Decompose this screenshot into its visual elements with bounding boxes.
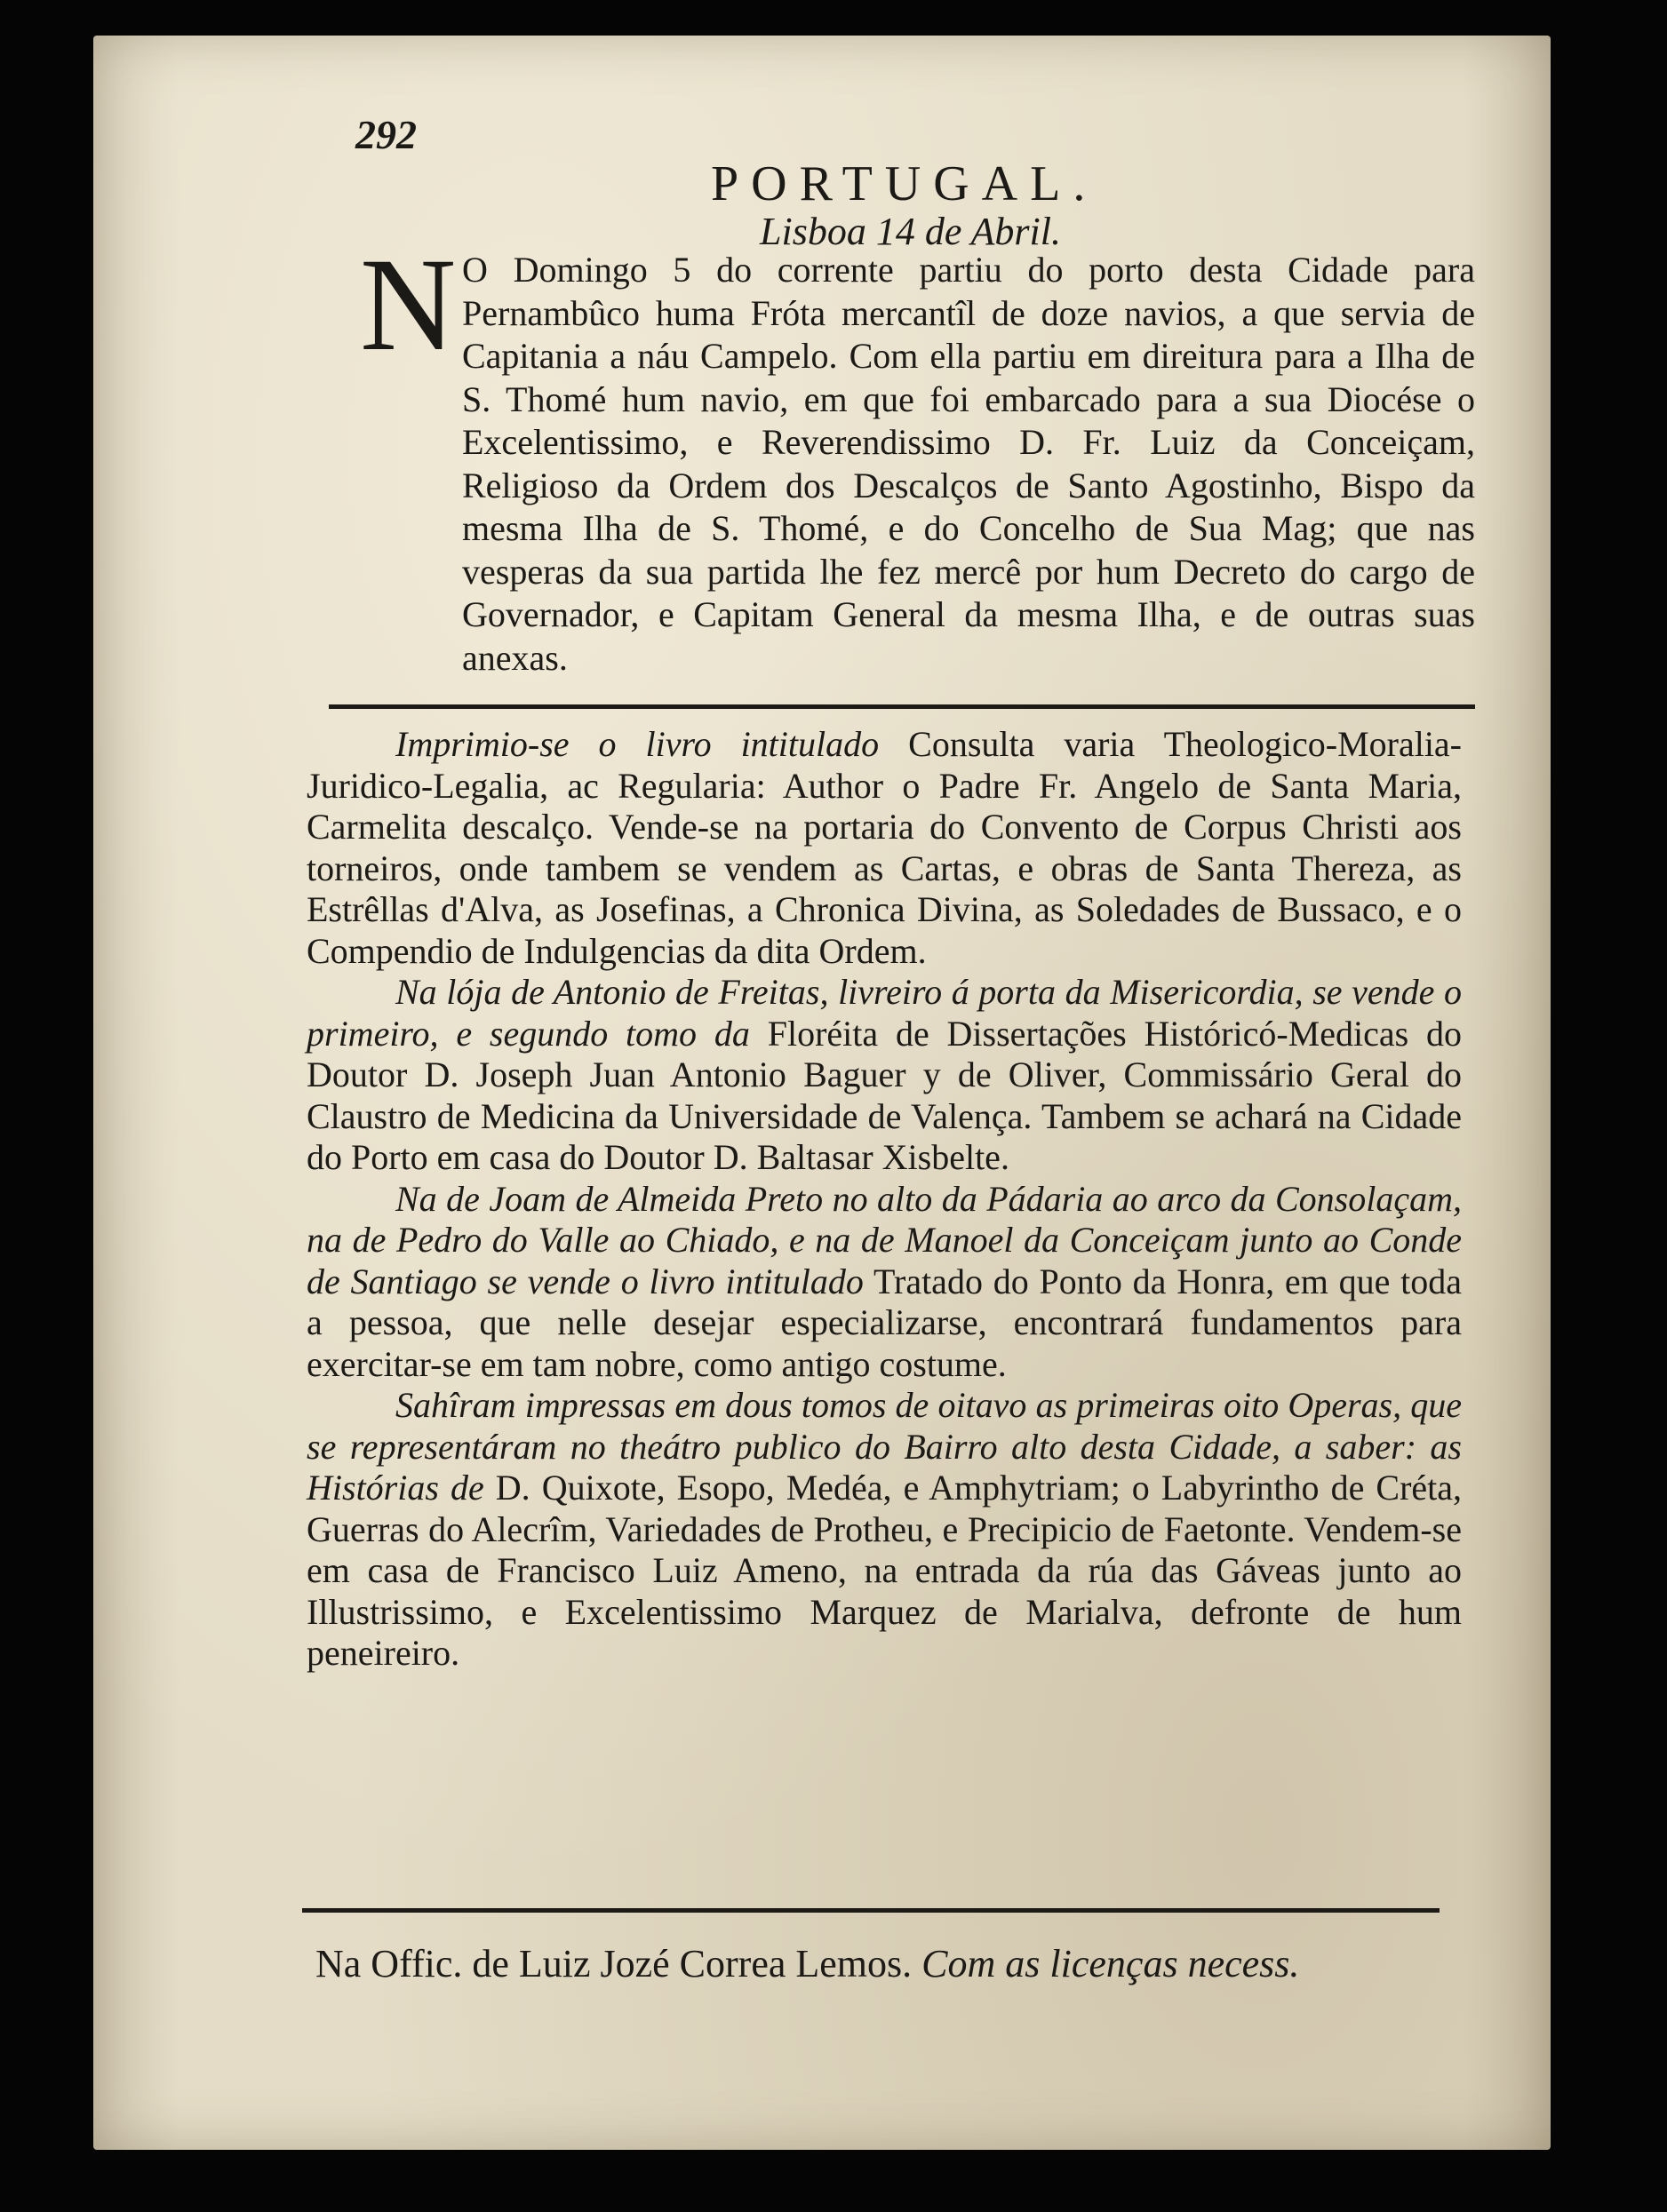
dateline: Lisboa 14 de Abril. — [760, 210, 1062, 253]
section-divider — [329, 704, 1475, 709]
notice-body: Tratado do Ponto da Honra, em que toda a pessoa, que nelle desejar especializarse, encontrará fundamentos para exercitar-se em tam nobre, como antigo costume. — [307, 1261, 1462, 1384]
licence-note: Com as licenças necess. — [921, 1942, 1300, 1985]
drop-cap: N — [360, 231, 457, 378]
notice-lead: Sahîram impressas em dous tomos de oitavo as primeiras oito Operas, que se representáram no theátro publico do Bairro alto desta Cidade, a saber: as Histórias de — [307, 1385, 1462, 1508]
notice-item — [307, 972, 1462, 1179]
notice-lead: Na de Joam de Almeida Preto no alto da Pádaria ao arco da Consolaçam, na de Pedro do Valle ao Chiado, e na de Manoel da Conceiçam junto ao Conde de Santiago se vende o livro intitulado — [307, 1178, 1462, 1301]
section-title: PORTUGAL. — [711, 156, 1098, 211]
news-paragraph: O Domingo 5 do corrente partiu do porto desta Cidade para Pernambûco huma Fróta mercantîl de doze navios, a que servia de Capitania a náu Campelo. Com ella partiu em direitura para a Ilha de S. Thomé hum navio, em que foi embarcado para a sua Diocése o Excelentissimo, e Reverendissimo D. Fr. Luiz da Conceiçam, Religioso da Ordem dos Descalços de Santo Agostinho, Bispo da mesma Ilha de S. Thomé, e do Concelho de Sua Mag; que nas vesperas da sua partida lhe fez mercê por hum Decreto do cargo de Governador, e Capitam General da mesma Ilha, e de outras suas anexas. — [462, 250, 1475, 678]
notice-lead: Imprimio-se o livro intitulado — [395, 724, 880, 764]
notice-item — [307, 1179, 1462, 1386]
notice-lead: Na lója de Antonio de Freitas, livreiro á porta da Misericordia, se vende o primeiro, e segundo tomo da — [307, 972, 1462, 1054]
notice-body: Consulta varia Theologico-Moralia-Juridico-Legalia, ac Regularia: Author o Padre Fr. Angelo de Santa Maria, Carmelita descalço. Vende-se na portaria do Convento de Corpus Christi aos torneiros, onde tambem se vendem as Cartas, e obras de Santa Thereza, as Estrêllas d'Alva, as Josefinas, a Chronica Divina, as Soledades de Bussaco, e o Compendio de Indulgencias da dita Ordem. — [307, 724, 1463, 971]
imprint-line — [315, 1941, 1462, 1986]
notice-item — [307, 724, 1462, 972]
page-number: 292 — [355, 112, 417, 157]
imprint-divider — [302, 1908, 1440, 1913]
notice-item — [307, 1385, 1462, 1675]
book-notices — [307, 724, 1462, 1675]
notice-body: Floréita de Dissertações Históricó-Medicas do Doutor D. Joseph Juan Antonio Baguer y de Oliver, Commissário Geral do Claustro de Medicina da Universidade de Valença. Tambem se achará na Cidade do Porto em casa do Doutor D. Baltasar Xisbelte. — [307, 1013, 1462, 1177]
printer-office: Na Offic. de Luiz Jozé Correa Lemos. — [315, 1942, 913, 1985]
notice-body: D. Quixote, Esopo, Medéa, e Amphytriam; o Labyrintho de Créta, Guerras do Alecrîm, Variedades de Protheu, e Precipicio de Faetonte. Vendem-se em casa de Francisco Luiz Ameno, na entrada da rúa das Gáveas junto ao Illustrissimo, e Excelentissimo Marquez de Marialva, defronte de hum peneireiro. — [307, 1468, 1463, 1673]
news-article — [329, 249, 1475, 680]
